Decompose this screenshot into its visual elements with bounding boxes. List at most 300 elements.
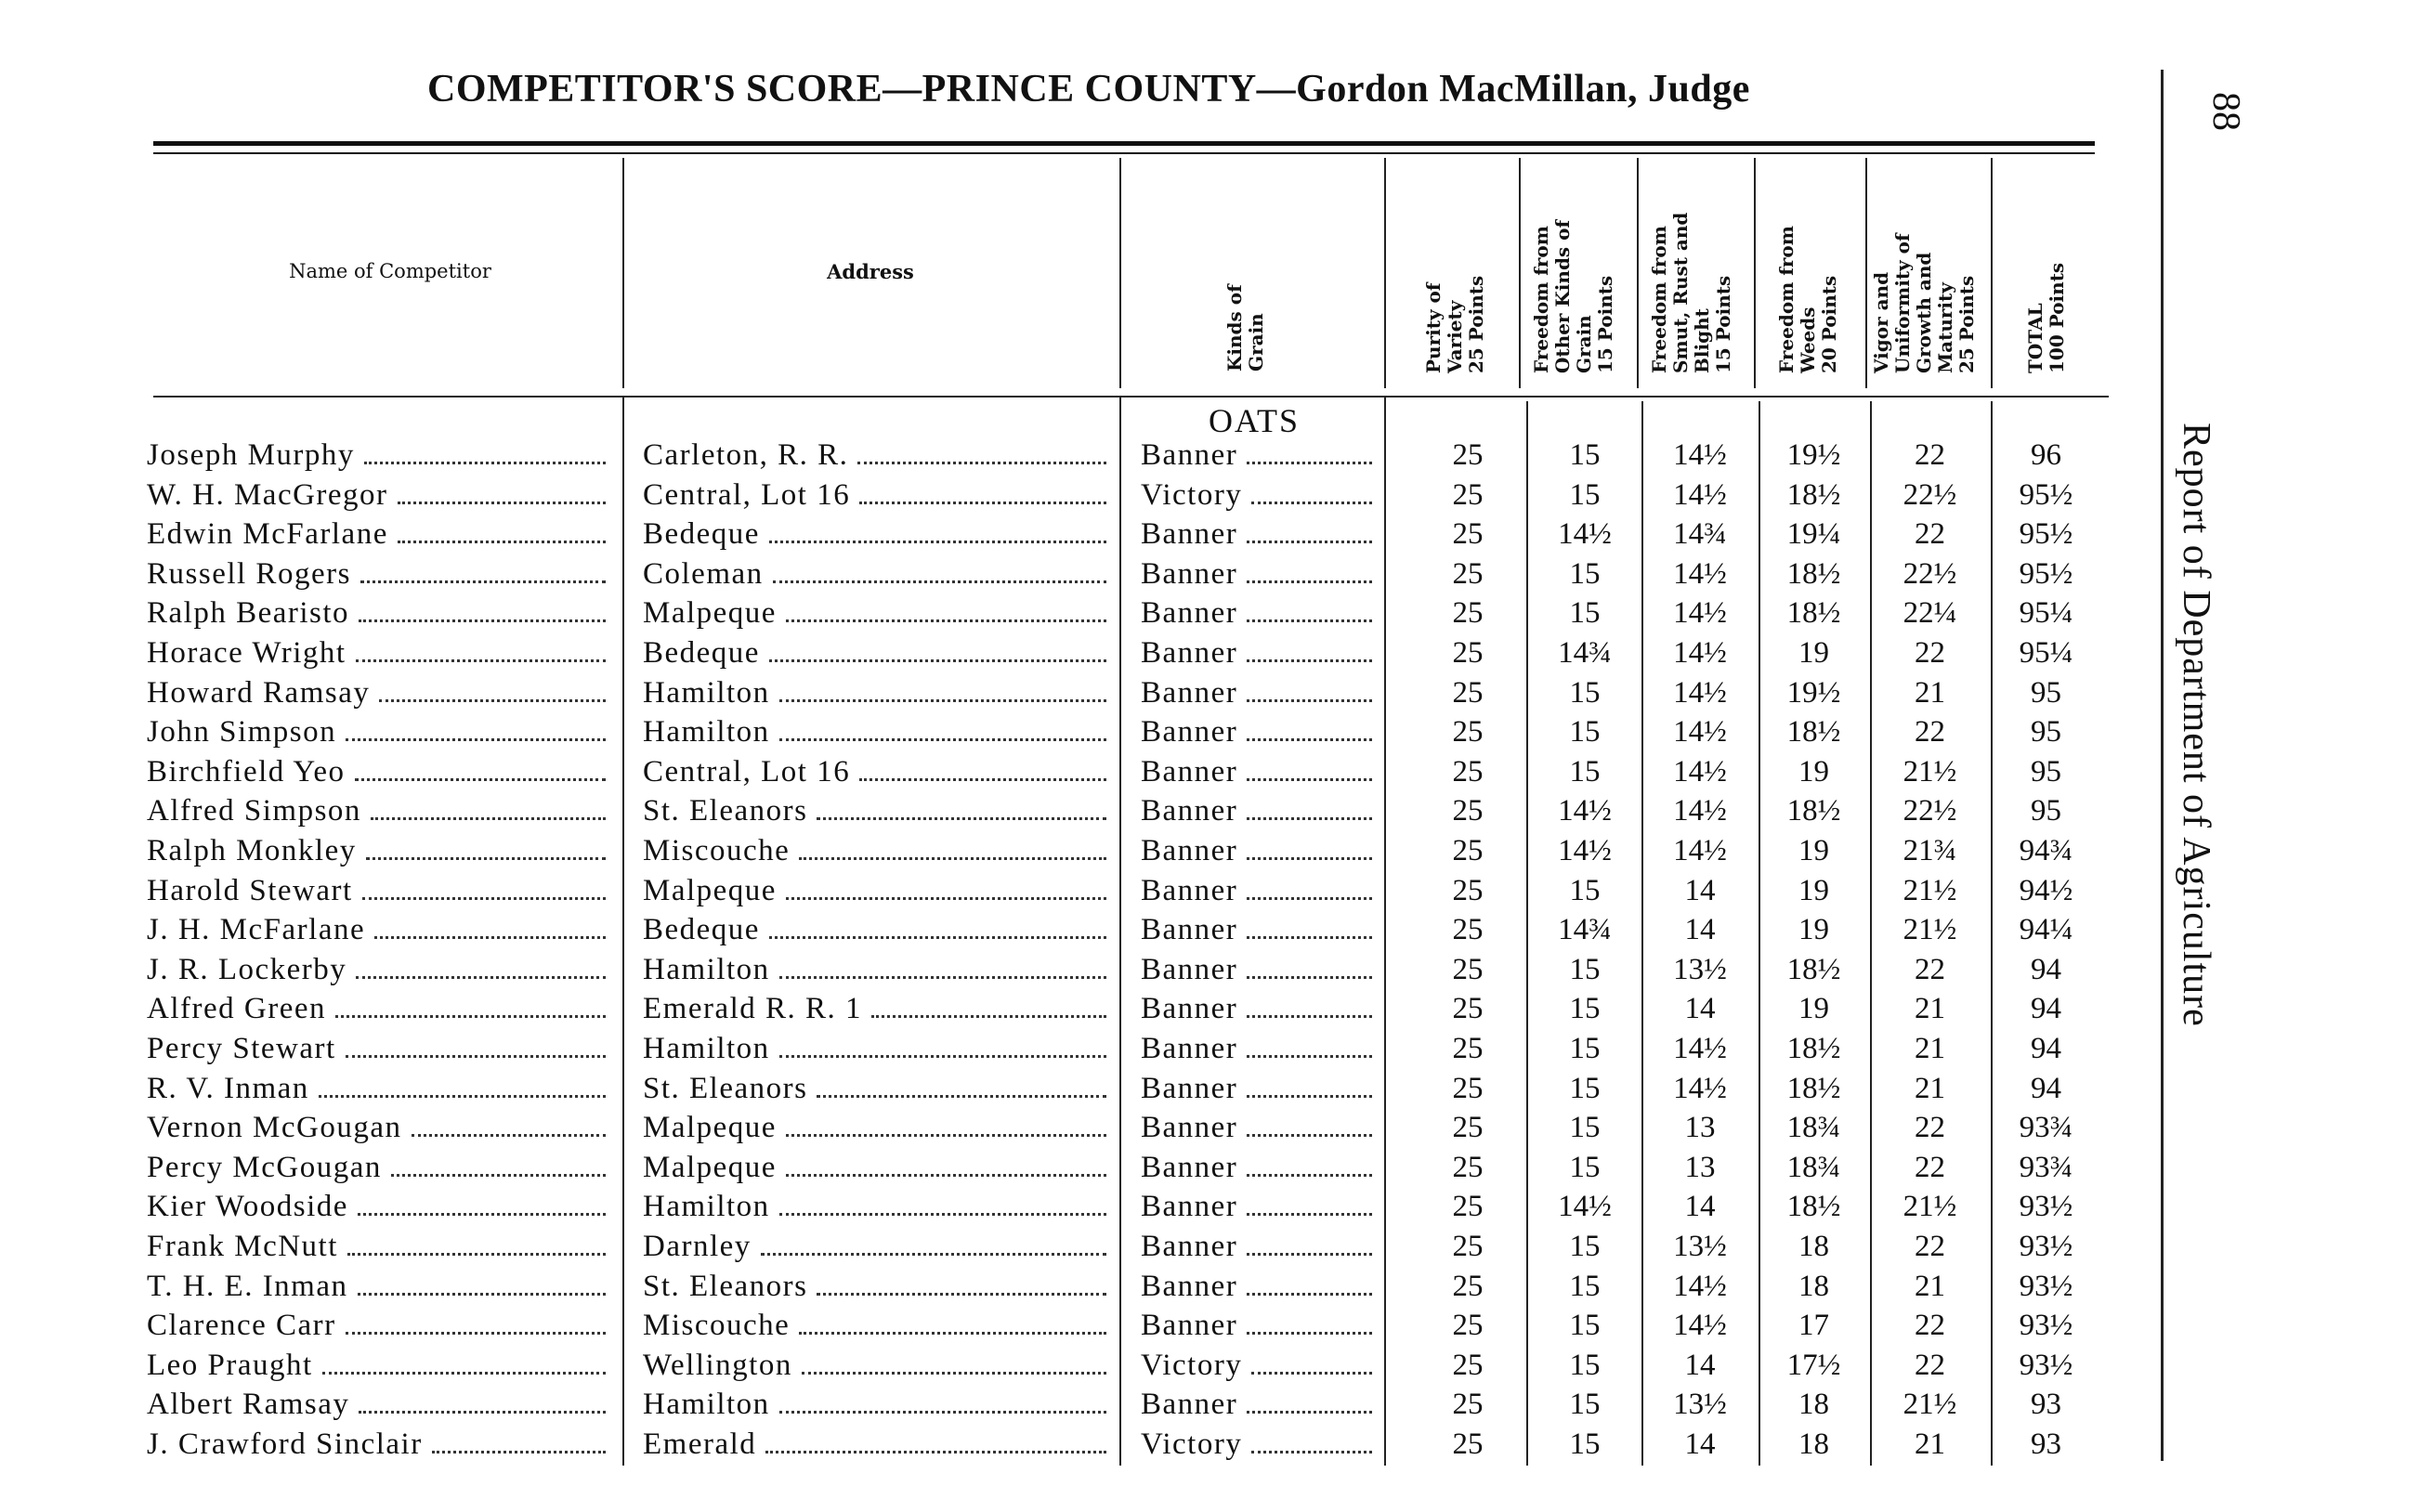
- competitor-name: J. Crawford Sinclair: [147, 1425, 611, 1464]
- table-row: [0, 554, 2137, 593]
- smut-score: 14½: [1673, 1071, 1727, 1105]
- table-row: [0, 791, 2137, 830]
- total-score: 95: [2031, 794, 2061, 828]
- purity-score: 25: [1452, 1071, 1484, 1105]
- header-address: Address: [827, 260, 914, 283]
- purity-score: 25: [1452, 675, 1484, 710]
- purity-score: 25: [1452, 715, 1484, 749]
- other-kinds-score: 15: [1569, 596, 1601, 631]
- dot-leader: [1247, 673, 1372, 702]
- smut-score: 13: [1684, 1111, 1716, 1145]
- dot-leader: [871, 989, 1106, 1018]
- smut-score: 14: [1684, 1427, 1716, 1461]
- dot-leader: [412, 1108, 606, 1137]
- dot-leader: [817, 791, 1106, 820]
- grain-kind: Banner: [1141, 515, 1378, 554]
- vigor-score: 21½: [1903, 873, 1957, 907]
- header-divider: [1119, 158, 1121, 388]
- vigor-score: 22: [1915, 636, 1945, 670]
- weeds-score: 18: [1798, 1388, 1829, 1422]
- competitor-address: Bedeque: [643, 515, 1112, 554]
- table-row: [0, 1267, 2137, 1306]
- vigor-score: 21: [1915, 992, 1945, 1026]
- title-rule-thick: [153, 141, 2095, 146]
- other-kinds-score: 15: [1569, 1071, 1601, 1105]
- smut-score: 14½: [1673, 1032, 1727, 1065]
- weeds-score: 18½: [1786, 952, 1841, 986]
- competitor-address: Emerald R. R. 1: [643, 989, 1112, 1028]
- dot-leader: [362, 871, 606, 900]
- vigor-score: 22½: [1903, 556, 1957, 591]
- table-row: [0, 1227, 2137, 1266]
- dot-leader: [765, 1425, 1106, 1453]
- other-kinds-score: 15: [1569, 1348, 1601, 1382]
- smut-score: 13½: [1673, 1388, 1727, 1422]
- weeds-score: 19: [1798, 992, 1829, 1026]
- dot-leader: [1247, 1306, 1372, 1335]
- grain-kind: Banner: [1141, 673, 1378, 712]
- weeds-score: 18: [1798, 1230, 1829, 1263]
- purity-score: 25: [1452, 1150, 1484, 1184]
- purity-score: 25: [1452, 636, 1484, 670]
- vigor-score: 21: [1915, 1032, 1945, 1065]
- dot-leader: [769, 633, 1106, 662]
- dot-leader: [769, 910, 1106, 939]
- smut-score: 14½: [1673, 675, 1727, 710]
- smut-score: 14: [1684, 1348, 1716, 1382]
- total-score: 93¾: [2019, 1111, 2073, 1145]
- table-row: [0, 1306, 2137, 1345]
- competitor-name: Kier Woodside: [147, 1187, 611, 1226]
- competitor-name: J. H. McFarlane: [147, 910, 611, 949]
- margin-rule: [2161, 70, 2164, 1461]
- total-score: 96: [2031, 438, 2061, 472]
- dot-leader: [779, 1385, 1106, 1414]
- purity-score: 25: [1452, 913, 1484, 947]
- vigor-score: 22: [1915, 438, 1945, 472]
- other-kinds-score: 14¾: [1558, 913, 1612, 947]
- competitor-address: Miscouche: [643, 831, 1112, 870]
- table-row: [0, 712, 2137, 751]
- smut-score: 13½: [1673, 1230, 1727, 1263]
- dot-leader: [374, 910, 606, 939]
- vigor-score: 22: [1915, 952, 1945, 986]
- header-total: TOTAL 100 Points: [2024, 262, 2068, 373]
- weeds-score: 18: [1798, 1427, 1829, 1461]
- competitor-name: R. V. Inman: [147, 1069, 611, 1108]
- vigor-score: 22: [1915, 1150, 1945, 1184]
- purity-score: 25: [1452, 556, 1484, 591]
- dot-leader: [347, 1227, 606, 1256]
- dot-leader: [1247, 871, 1372, 900]
- smut-score: 14½: [1673, 438, 1727, 472]
- dot-leader: [1247, 1187, 1372, 1216]
- dot-leader: [761, 1227, 1106, 1256]
- other-kinds-score: 14½: [1558, 794, 1612, 828]
- competitor-address: Malpeque: [643, 1108, 1112, 1147]
- competitor-address: Emerald: [643, 1425, 1112, 1464]
- dot-leader: [1247, 1385, 1372, 1414]
- total-score: 95½: [2019, 517, 2073, 552]
- smut-score: 14: [1684, 873, 1716, 907]
- grain-kind: Banner: [1141, 1385, 1378, 1424]
- vigor-score: 21½: [1903, 1388, 1957, 1422]
- weeds-score: 18¾: [1786, 1150, 1841, 1184]
- total-score: 95: [2031, 715, 2061, 749]
- purity-score: 25: [1452, 1269, 1484, 1303]
- dot-leader: [319, 1069, 606, 1098]
- dot-leader: [366, 831, 606, 860]
- other-kinds-score: 14½: [1558, 517, 1612, 552]
- dot-leader: [364, 436, 606, 464]
- vigor-score: 21½: [1903, 913, 1957, 947]
- dot-leader: [1247, 791, 1372, 820]
- dot-leader: [1247, 633, 1372, 662]
- competitor-address: Bedeque: [643, 910, 1112, 949]
- dot-leader: [379, 673, 606, 702]
- grain-kind: Banner: [1141, 633, 1378, 672]
- grain-kind: Banner: [1141, 910, 1378, 949]
- page-title: COMPETITOR'S SCORE—PRINCE COUNTY—Gordon MacMillan, Judge: [427, 68, 1750, 111]
- total-score: 94¼: [2019, 913, 2073, 947]
- table-row: [0, 1425, 2137, 1464]
- other-kinds-score: 15: [1569, 1230, 1601, 1263]
- dot-leader: [1247, 1148, 1372, 1177]
- weeds-score: 18½: [1786, 794, 1841, 828]
- smut-score: 14½: [1673, 754, 1727, 789]
- purity-score: 25: [1452, 1309, 1484, 1343]
- dot-leader: [360, 554, 606, 583]
- grain-kind: Banner: [1141, 1069, 1378, 1108]
- smut-score: 14¾: [1673, 517, 1727, 552]
- header-vigor-uniformity: Vigor and Uniformity of Growth and Maturity 25 Points: [1870, 233, 1978, 373]
- dot-leader: [779, 1187, 1106, 1216]
- header-bottom-rule: [153, 396, 2109, 398]
- competitor-name: John Simpson: [147, 712, 611, 751]
- weeds-score: 18½: [1786, 1032, 1841, 1065]
- dot-leader: [346, 1306, 606, 1335]
- competitor-address: Malpeque: [643, 1148, 1112, 1187]
- dot-leader: [779, 673, 1106, 702]
- smut-score: 14½: [1673, 1309, 1727, 1343]
- weeds-score: 19: [1798, 754, 1829, 789]
- smut-score: 14½: [1673, 596, 1727, 631]
- running-title: Report of Department of Agriculture: [2175, 423, 2217, 1027]
- weeds-score: 18½: [1786, 1190, 1841, 1224]
- header-freedom-weeds: Freedom from Weeds 20 Points: [1775, 226, 1840, 373]
- other-kinds-score: 15: [1569, 1111, 1601, 1145]
- dot-leader: [1247, 1029, 1372, 1058]
- grain-kind: Banner: [1141, 1187, 1378, 1226]
- weeds-score: 18½: [1786, 556, 1841, 591]
- dot-leader: [773, 554, 1106, 583]
- other-kinds-score: 15: [1569, 438, 1601, 472]
- vigor-score: 22½: [1903, 477, 1957, 512]
- other-kinds-score: 15: [1569, 873, 1601, 907]
- grain-kind: Banner: [1141, 1306, 1378, 1345]
- dot-leader: [1247, 950, 1372, 979]
- other-kinds-score: 15: [1569, 992, 1601, 1026]
- weeds-score: 19: [1798, 834, 1829, 867]
- dot-leader: [1247, 989, 1372, 1018]
- other-kinds-score: 15: [1569, 952, 1601, 986]
- other-kinds-score: 15: [1569, 1388, 1601, 1422]
- weeds-score: 18½: [1786, 477, 1841, 512]
- title-rule-thin: [153, 152, 2095, 154]
- competitor-address: Hamilton: [643, 673, 1112, 712]
- grain-kind: Banner: [1141, 436, 1378, 475]
- total-score: 93½: [2019, 1230, 2073, 1263]
- dot-leader: [398, 476, 606, 504]
- weeds-score: 18½: [1786, 596, 1841, 631]
- competitor-address: Hamilton: [643, 1385, 1112, 1424]
- total-score: 95: [2031, 754, 2061, 789]
- smut-score: 14: [1684, 1190, 1716, 1224]
- purity-score: 25: [1452, 992, 1484, 1026]
- dot-leader: [1247, 593, 1372, 622]
- smut-score: 14: [1684, 992, 1716, 1026]
- competitor-name: Percy Stewart: [147, 1029, 611, 1068]
- table-row: [0, 1108, 2137, 1147]
- vigor-score: 21: [1915, 1427, 1945, 1461]
- grain-kind: Banner: [1141, 1267, 1378, 1306]
- dot-leader: [786, 1108, 1106, 1137]
- section-label-oats: OATS: [1208, 402, 1301, 439]
- grain-kind: Victory: [1141, 1425, 1378, 1464]
- smut-score: 13: [1684, 1150, 1716, 1184]
- competitor-name: Birchfield Yeo: [147, 752, 611, 791]
- grain-kind: Banner: [1141, 989, 1378, 1028]
- dot-leader: [391, 1148, 606, 1177]
- vigor-score: 22: [1915, 1230, 1945, 1263]
- vigor-score: 21: [1915, 675, 1945, 710]
- other-kinds-score: 14¾: [1558, 636, 1612, 670]
- total-score: 93½: [2019, 1269, 2073, 1303]
- grain-kind: Banner: [1141, 950, 1378, 989]
- table-row: [0, 1148, 2137, 1187]
- smut-score: 14½: [1673, 636, 1727, 670]
- table-row: [0, 633, 2137, 672]
- competitor-address: Central, Lot 16: [643, 752, 1112, 791]
- dot-leader: [356, 950, 606, 979]
- dot-leader: [1247, 554, 1372, 583]
- total-score: 95¼: [2019, 596, 2073, 631]
- dot-leader: [432, 1425, 606, 1453]
- purity-score: 25: [1452, 834, 1484, 867]
- dot-leader: [859, 752, 1106, 781]
- weeds-score: 18¾: [1786, 1111, 1841, 1145]
- grain-kind: Banner: [1141, 752, 1378, 791]
- competitor-address: Bedeque: [643, 633, 1112, 672]
- other-kinds-score: 15: [1569, 556, 1601, 591]
- header-divider: [1519, 158, 1521, 388]
- dot-leader: [859, 476, 1106, 504]
- total-score: 93: [2031, 1427, 2061, 1461]
- dot-leader: [322, 1346, 606, 1375]
- smut-score: 14½: [1673, 715, 1727, 749]
- dot-leader: [359, 593, 606, 622]
- competitor-address: Hamilton: [643, 1029, 1112, 1068]
- competitor-name: W. H. MacGregor: [147, 476, 611, 515]
- dot-leader: [1247, 712, 1372, 741]
- dot-leader: [786, 871, 1106, 900]
- competitor-name: Russell Rogers: [147, 554, 611, 593]
- other-kinds-score: 15: [1569, 1427, 1601, 1461]
- competitor-address: Wellington: [643, 1346, 1112, 1385]
- total-score: 93: [2031, 1388, 2061, 1422]
- dot-leader: [817, 1267, 1106, 1296]
- dot-leader: [1251, 1425, 1372, 1453]
- header-purity-of-variety: Purity of Variety 25 Points: [1422, 275, 1487, 373]
- competitor-name: Alfred Green: [147, 989, 611, 1028]
- other-kinds-score: 14½: [1558, 1190, 1612, 1224]
- purity-score: 25: [1452, 1190, 1484, 1224]
- page-number: 88: [2204, 92, 2247, 131]
- vigor-score: 22: [1915, 715, 1945, 749]
- competitor-address: Darnley: [643, 1227, 1112, 1266]
- dot-leader: [1247, 1227, 1372, 1256]
- dot-leader: [346, 1029, 606, 1058]
- dot-leader: [1247, 910, 1372, 939]
- vigor-score: 21: [1915, 1071, 1945, 1105]
- vigor-score: 22: [1915, 1309, 1945, 1343]
- purity-score: 25: [1452, 1348, 1484, 1382]
- header-divider: [1637, 158, 1639, 388]
- competitor-address: Coleman: [643, 554, 1112, 593]
- smut-score: 13½: [1673, 952, 1727, 986]
- dot-leader: [1247, 515, 1372, 543]
- competitor-address: Carleton, R. R.: [643, 436, 1112, 475]
- grain-kind: Banner: [1141, 1029, 1378, 1068]
- dot-leader: [1247, 831, 1372, 860]
- competitor-name: Harold Stewart: [147, 871, 611, 910]
- header-divider: [1384, 158, 1386, 388]
- competitor-name: Frank McNutt: [147, 1227, 611, 1266]
- dot-leader: [799, 1306, 1106, 1335]
- table-row: [0, 910, 2137, 949]
- dot-leader: [817, 1069, 1106, 1098]
- weeds-score: 19: [1798, 873, 1829, 907]
- header-freedom-smut: Freedom from Smut, Rust and Blight 15 Points: [1648, 212, 1734, 373]
- vigor-score: 21½: [1903, 754, 1957, 789]
- table-row: [0, 476, 2137, 515]
- dot-leader: [346, 712, 606, 741]
- total-score: 95½: [2019, 556, 2073, 591]
- weeds-score: 18: [1798, 1269, 1829, 1303]
- weeds-score: 18½: [1786, 715, 1841, 749]
- competitor-name: Percy McGougan: [147, 1148, 611, 1187]
- purity-score: 25: [1452, 1032, 1484, 1065]
- purity-score: 25: [1452, 477, 1484, 512]
- header-freedom-other-kinds: Freedom from Other Kinds of Grain 15 Points: [1530, 219, 1616, 373]
- competitor-address: St. Eleanors: [643, 1267, 1112, 1306]
- dot-leader: [779, 950, 1106, 979]
- dot-leader: [1251, 476, 1372, 504]
- dot-leader: [356, 633, 606, 662]
- dot-leader: [335, 989, 606, 1018]
- other-kinds-score: 15: [1569, 715, 1601, 749]
- other-kinds-score: 15: [1569, 1269, 1601, 1303]
- vigor-score: 22: [1915, 517, 1945, 552]
- table-row: [0, 673, 2137, 712]
- competitor-name: Howard Ramsay: [147, 673, 611, 712]
- header-divider: [1865, 158, 1867, 388]
- competitor-name: Joseph Murphy: [147, 436, 611, 475]
- vigor-score: 22: [1915, 1111, 1945, 1145]
- competitor-address: Malpeque: [643, 593, 1112, 632]
- purity-score: 25: [1452, 517, 1484, 552]
- table-row: [0, 1187, 2137, 1226]
- table-row: [0, 752, 2137, 791]
- purity-score: 25: [1452, 1427, 1484, 1461]
- competitor-address: Central, Lot 16: [643, 476, 1112, 515]
- competitor-address: Miscouche: [643, 1306, 1112, 1345]
- grain-kind: Banner: [1141, 1108, 1378, 1147]
- total-score: 94: [2031, 1032, 2061, 1065]
- smut-score: 14½: [1673, 1269, 1727, 1303]
- competitor-address: Malpeque: [643, 871, 1112, 910]
- grain-kind: Banner: [1141, 871, 1378, 910]
- other-kinds-score: 14½: [1558, 834, 1612, 867]
- competitor-name: T. H. E. Inman: [147, 1267, 611, 1306]
- smut-score: 14½: [1673, 556, 1727, 591]
- weeds-score: 17: [1798, 1309, 1829, 1343]
- smut-score: 14½: [1673, 477, 1727, 512]
- dot-leader: [1247, 752, 1372, 781]
- grain-kind: Banner: [1141, 712, 1378, 751]
- other-kinds-score: 15: [1569, 477, 1601, 512]
- weeds-score: 19¼: [1786, 517, 1841, 552]
- dot-leader: [786, 1148, 1106, 1177]
- dot-leader: [1247, 1267, 1372, 1296]
- header-divider: [1754, 158, 1756, 388]
- table-row: [0, 831, 2137, 870]
- dot-leader: [358, 1267, 606, 1296]
- competitor-name: Ralph Bearisto: [147, 593, 611, 632]
- grain-kind: Banner: [1141, 831, 1378, 870]
- dot-leader: [359, 1385, 606, 1414]
- total-score: 94½: [2019, 873, 2073, 907]
- total-score: 95¼: [2019, 636, 2073, 670]
- dot-leader: [398, 515, 606, 543]
- purity-score: 25: [1452, 1388, 1484, 1422]
- table-row: [0, 1029, 2137, 1068]
- weeds-score: 19: [1798, 636, 1829, 670]
- header-name-of-competitor: Name of Competitor: [289, 260, 491, 282]
- dot-leader: [769, 515, 1106, 543]
- grain-kind: Banner: [1141, 791, 1378, 830]
- dot-leader: [1247, 1108, 1372, 1137]
- other-kinds-score: 15: [1569, 1309, 1601, 1343]
- dot-leader: [786, 593, 1106, 622]
- dot-leader: [1247, 436, 1372, 464]
- purity-score: 25: [1452, 754, 1484, 789]
- other-kinds-score: 15: [1569, 1150, 1601, 1184]
- total-score: 95½: [2019, 477, 2073, 512]
- competitor-name: Leo Praught: [147, 1346, 611, 1385]
- smut-score: 14½: [1673, 834, 1727, 867]
- other-kinds-score: 15: [1569, 1032, 1601, 1065]
- competitor-address: Hamilton: [643, 1187, 1112, 1226]
- dot-leader: [1251, 1346, 1372, 1375]
- weeds-score: 19½: [1786, 438, 1841, 472]
- purity-score: 25: [1452, 1111, 1484, 1145]
- dot-leader: [1247, 1069, 1372, 1098]
- purity-score: 25: [1452, 596, 1484, 631]
- competitor-name: Vernon McGougan: [147, 1108, 611, 1147]
- total-score: 93¾: [2019, 1150, 2073, 1184]
- competitor-address: Hamilton: [643, 950, 1112, 989]
